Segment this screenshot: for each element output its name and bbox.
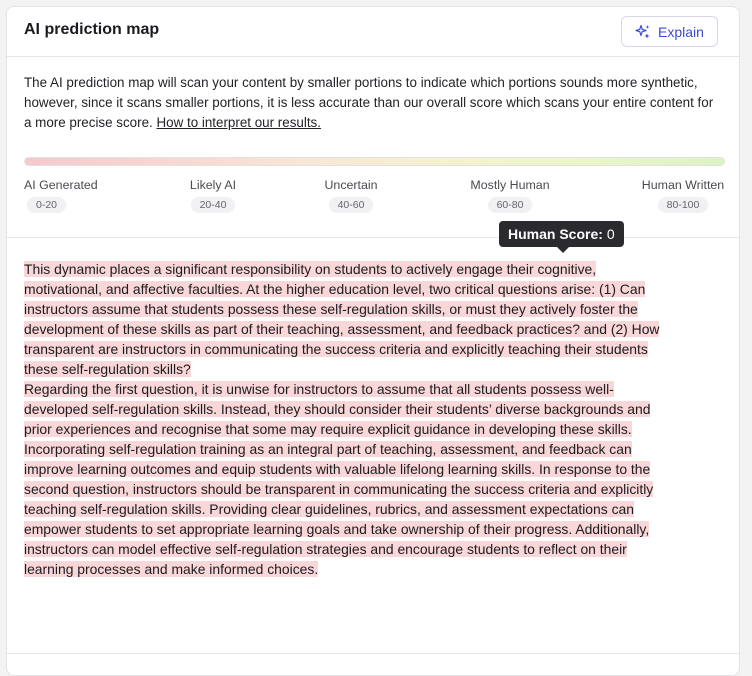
- section-divider: [7, 237, 739, 238]
- score-gradient-bar: [24, 157, 725, 166]
- highlighted-text-paragraph[interactable]: Regarding the first question, it is unwise for instructors to assume that all students possess well-developed self-regulation skills. Instead, they should consider their students’ diverse backgrounds and prior experiences and recognise that some may require explicit guidance in developing these skills. Incorporating self-regulation training as an integral part of teaching, assessment, and feedback can improve learning outcomes and equip students with valuable lifelong learning skills. In response to the second question, instructors should be transparent in communicating the success criteria and explicitly teaching self-regulation skills. Providing clear guidelines, rubrics, and assessment expectations can empower students to set appropriate learning goals and take ownership of their progress. Additionally, instructors can model effective self-regulation strategies and encourage students to reflect on their learning processes and make informed choices.: [24, 381, 654, 577]
- highlighted-text-paragraph[interactable]: This dynamic places a significant responsibility on students to actively engage their cognitive, motivational, and affective faculties. At the higher education level, two critical questions arise: (1) Can instructors assume that students possess these self-regulation skills, or must they actively foster the development of these skills as part of their teaching, assessment, and feedback practices? and (2) How transparent are instructors in communicating the success criteria and explicitly teaching their students these self-regulation skills?: [24, 261, 660, 377]
- scale-uncertain: [316, 178, 386, 213]
- description-text: The AI prediction map will scan your content by smaller portions to indicate which portions sounds more synthetic, however, since it scans smaller portions, it is less accurate than our overall score which scans your entire content for a more precise score.: [24, 75, 714, 130]
- scale-range: 0-20: [27, 197, 66, 213]
- analyzed-content: [24, 259, 664, 579]
- bottom-divider: [7, 653, 739, 654]
- scale-range: 20-40: [191, 197, 236, 213]
- scale-range: 40-60: [329, 197, 374, 213]
- explain-button-label: Explain: [658, 23, 704, 40]
- tooltip-label: Human Score:: [508, 226, 603, 242]
- description: [24, 73, 724, 133]
- explain-button[interactable]: [621, 16, 718, 47]
- card-header: [7, 7, 739, 57]
- sparkles-icon: [635, 24, 651, 40]
- ai-prediction-map-card: [6, 6, 740, 676]
- human-score-tooltip: [499, 221, 624, 247]
- scale-human-written: [635, 178, 731, 213]
- scale-mostly-human: [465, 178, 555, 213]
- scale-label: Mostly Human: [470, 178, 550, 192]
- tooltip-value: 0: [606, 226, 615, 242]
- scale-label: Likely AI: [189, 178, 237, 192]
- scale-likely-ai: [183, 178, 243, 213]
- scale-label: Uncertain: [324, 178, 378, 192]
- scale-label: Human Written: [641, 178, 725, 192]
- card-title: AI prediction map: [24, 21, 160, 38]
- scale-range: 80-100: [658, 197, 709, 213]
- scale-label: AI Generated: [24, 178, 98, 192]
- interpret-results-link[interactable]: How to interpret our results.: [156, 115, 321, 130]
- scale-ai-generated: [24, 178, 98, 213]
- scale-range: 60-80: [488, 197, 533, 213]
